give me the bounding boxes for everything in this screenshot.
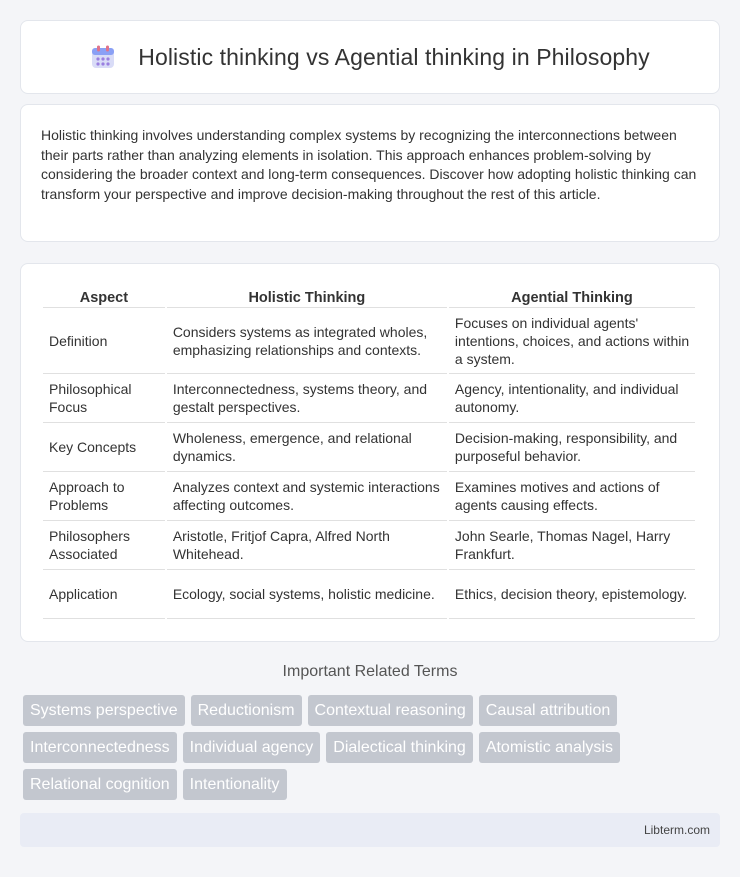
term-row (23, 732, 723, 763)
table-cell-holistic: Aristotle, Fritjof Capra, Alfred North Whitehead. (167, 521, 447, 570)
table-cell-agential: Focuses on individual agents' intentions, choices, and actions within a system. (449, 308, 695, 374)
table-cell-agential: John Searle, Thomas Nagel, Harry Frankfurt. (449, 521, 695, 570)
table-cell-holistic: Wholeness, emergence, and relational dynamics. (167, 423, 447, 472)
table-row (43, 521, 695, 570)
term-tag[interactable]: Contextual reasoning (308, 695, 473, 726)
table-cell-holistic: Considers systems as integrated wholes, emphasizing relationships and contexts. (167, 308, 447, 374)
table-cell-holistic: Ecology, social systems, holistic medicine. (167, 570, 447, 619)
footer-site-link[interactable]: Libterm.com (643, 823, 710, 837)
table-cell-aspect: Key Concepts (43, 423, 165, 472)
table-cell-aspect: Philosophers Associated (43, 521, 165, 570)
term-tag[interactable]: Dialectical thinking (326, 732, 473, 763)
intro-paragraph: Holistic thinking involves understanding complex systems by recognizing the interconnections between their parts rather than analyzing elements in isolation. This approach enhances problem-solving by considering the broader context and long-term consequences. Discover how adopting holistic thinking can transform your perspective and improve decision-making throughout the rest of this article. (41, 127, 697, 203)
calendar-icon (90, 44, 116, 70)
term-tag[interactable]: Relational cognition (23, 769, 177, 800)
table-cell-holistic: Interconnectedness, systems theory, and gestalt perspectives. (167, 374, 447, 423)
related-terms-title: Important Related Terms (282, 663, 458, 680)
term-tag[interactable]: Atomistic analysis (479, 732, 620, 763)
term-tag[interactable]: Systems perspective (23, 695, 185, 726)
table-cell-holistic: Analyzes context and systemic interactions affecting outcomes. (167, 472, 447, 521)
term-tag[interactable]: Intentionality (183, 769, 287, 800)
intro-card (20, 104, 720, 242)
term-tag[interactable]: Causal attribution (479, 695, 618, 726)
table-cell-aspect: Definition (43, 308, 165, 374)
term-row (23, 695, 723, 726)
term-tag[interactable]: Interconnectedness (23, 732, 177, 763)
table-cell-agential: Ethics, decision theory, epistemology. (449, 570, 695, 619)
footer (20, 813, 720, 847)
table-cell-aspect: Application (43, 570, 165, 619)
table-row (43, 472, 695, 521)
table-row (43, 570, 695, 619)
comparison-table (41, 284, 697, 619)
table-cell-agential: Agency, intentionality, and individual autonomy. (449, 374, 695, 423)
header-agential: Agential Thinking (449, 284, 695, 308)
header-holistic: Holistic Thinking (167, 284, 447, 308)
table-row (43, 374, 695, 423)
table-cell-aspect: Approach to Problems (43, 472, 165, 521)
term-tag[interactable]: Individual agency (183, 732, 321, 763)
header-aspect: Aspect (43, 284, 165, 308)
table-header-row (43, 284, 695, 308)
page-title: Holistic thinking vs Agential thinking in Philosophy (138, 43, 650, 70)
table-cell-agential: Decision-making, responsibility, and purposeful behavior. (449, 423, 695, 472)
related-terms-list (23, 695, 723, 806)
term-tag[interactable]: Reductionism (191, 695, 302, 726)
comparison-table-card (20, 263, 720, 642)
table-row (43, 423, 695, 472)
term-row (23, 769, 723, 800)
header-card (20, 20, 720, 94)
table-cell-aspect: Philosophical Focus (43, 374, 165, 423)
table-cell-agential: Examines motives and actions of agents causing effects. (449, 472, 695, 521)
table-row (43, 308, 695, 374)
